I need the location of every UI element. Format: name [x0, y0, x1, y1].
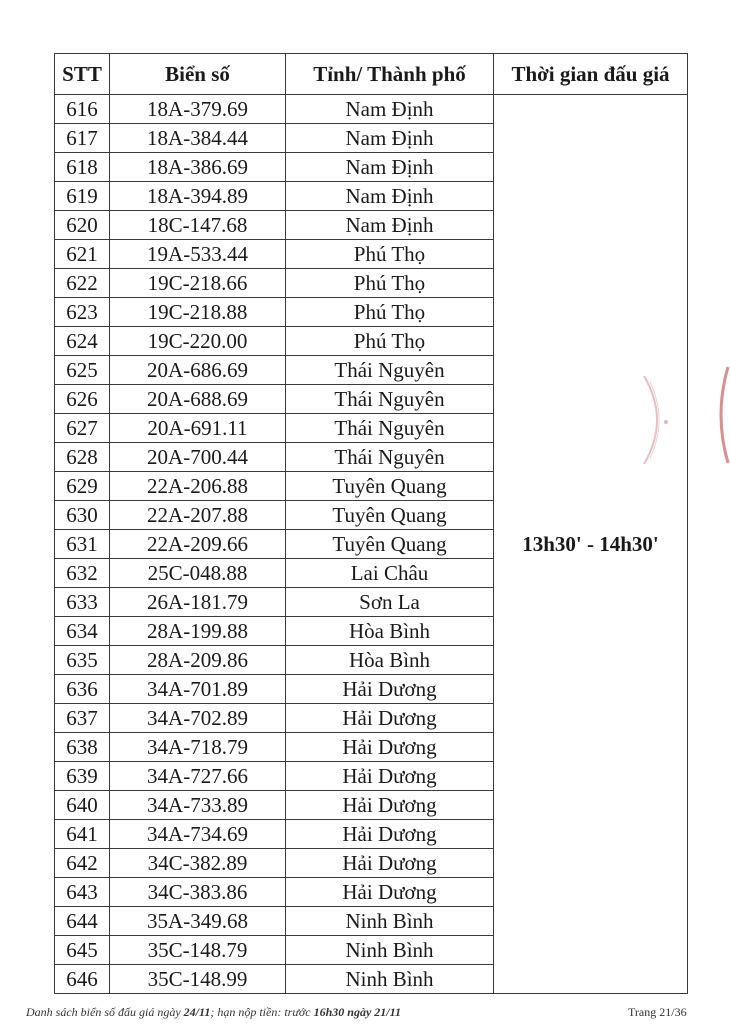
header-plate: Biển số [110, 54, 286, 95]
cell-province: Ninh Bình [286, 907, 494, 936]
cell-stt: 617 [55, 124, 110, 153]
cell-stt: 620 [55, 211, 110, 240]
cell-stt: 636 [55, 675, 110, 704]
cell-province: Nam Định [286, 124, 494, 153]
cell-stt: 627 [55, 414, 110, 443]
cell-plate: 34C-383.86 [110, 878, 286, 907]
cell-province: Hải Dương [286, 762, 494, 791]
header-province: Tỉnh/ Thành phố [286, 54, 494, 95]
cell-plate: 34A-734.69 [110, 820, 286, 849]
cell-province: Thái Nguyên [286, 356, 494, 385]
cell-stt: 637 [55, 704, 110, 733]
cell-province: Nam Định [286, 95, 494, 124]
cell-stt: 625 [55, 356, 110, 385]
cell-stt: 628 [55, 443, 110, 472]
cell-province: Ninh Bình [286, 965, 494, 994]
table-header-row [55, 54, 688, 95]
cell-stt: 630 [55, 501, 110, 530]
cell-stt: 619 [55, 182, 110, 211]
cell-plate: 19C-220.00 [110, 327, 286, 356]
cell-stt: 621 [55, 240, 110, 269]
cell-province: Tuyên Quang [286, 472, 494, 501]
cell-plate: 28A-199.88 [110, 617, 286, 646]
cell-plate: 28A-209.86 [110, 646, 286, 675]
cell-stt: 623 [55, 298, 110, 327]
cell-province: Thái Nguyên [286, 443, 494, 472]
cell-province: Hòa Bình [286, 617, 494, 646]
cell-province: Thái Nguyên [286, 414, 494, 443]
cell-province: Phú Thọ [286, 240, 494, 269]
cell-stt: 616 [55, 95, 110, 124]
cell-province: Nam Định [286, 182, 494, 211]
cell-plate: 35C-148.79 [110, 936, 286, 965]
cell-province: Sơn La [286, 588, 494, 617]
header-stt: STT [55, 54, 110, 95]
cell-stt: 638 [55, 733, 110, 762]
cell-plate: 34C-382.89 [110, 849, 286, 878]
cell-province: Hải Dương [286, 791, 494, 820]
cell-province: Phú Thọ [286, 298, 494, 327]
header-auction-time: Thời gian đấu giá [494, 54, 688, 95]
cell-auction-time: 13h30' - 14h30' [494, 95, 688, 994]
cell-stt: 622 [55, 269, 110, 298]
cell-stt: 642 [55, 849, 110, 878]
cell-plate: 18A-384.44 [110, 124, 286, 153]
cell-plate: 19C-218.66 [110, 269, 286, 298]
cell-plate: 34A-727.66 [110, 762, 286, 791]
cell-stt: 629 [55, 472, 110, 501]
cell-stt: 624 [55, 327, 110, 356]
cell-province: Hải Dương [286, 849, 494, 878]
cell-plate: 19C-218.88 [110, 298, 286, 327]
cell-plate: 25C-048.88 [110, 559, 286, 588]
cell-plate: 22A-209.66 [110, 530, 286, 559]
cell-stt: 632 [55, 559, 110, 588]
cell-plate: 18A-379.69 [110, 95, 286, 124]
cell-plate: 20A-700.44 [110, 443, 286, 472]
cell-stt: 640 [55, 791, 110, 820]
cell-plate: 34A-701.89 [110, 675, 286, 704]
cell-province: Phú Thọ [286, 327, 494, 356]
cell-plate: 34A-718.79 [110, 733, 286, 762]
cell-stt: 639 [55, 762, 110, 791]
cell-province: Hòa Bình [286, 646, 494, 675]
cell-plate: 26A-181.79 [110, 588, 286, 617]
cell-plate: 18A-386.69 [110, 153, 286, 182]
cell-province: Tuyên Quang [286, 530, 494, 559]
cell-province: Tuyên Quang [286, 501, 494, 530]
cell-plate: 20A-688.69 [110, 385, 286, 414]
red-seal-stamp-fragment [640, 372, 676, 468]
cell-province: Nam Định [286, 211, 494, 240]
cell-plate: 22A-206.88 [110, 472, 286, 501]
red-seal-stamp-edge [712, 365, 730, 465]
cell-province: Nam Định [286, 153, 494, 182]
plates-table [54, 53, 688, 994]
cell-stt: 645 [55, 936, 110, 965]
cell-province: Hải Dương [286, 704, 494, 733]
cell-province: Hải Dương [286, 820, 494, 849]
cell-province: Phú Thọ [286, 269, 494, 298]
cell-stt: 641 [55, 820, 110, 849]
cell-province: Hải Dương [286, 878, 494, 907]
cell-plate: 20A-691.11 [110, 414, 286, 443]
cell-stt: 634 [55, 617, 110, 646]
cell-province: Hải Dương [286, 733, 494, 762]
cell-plate: 19A-533.44 [110, 240, 286, 269]
cell-plate: 18A-394.89 [110, 182, 286, 211]
cell-stt: 626 [55, 385, 110, 414]
cell-province: Ninh Bình [286, 936, 494, 965]
cell-plate: 35C-148.99 [110, 965, 286, 994]
cell-plate: 22A-207.88 [110, 501, 286, 530]
cell-plate: 35A-349.68 [110, 907, 286, 936]
cell-stt: 643 [55, 878, 110, 907]
cell-plate: 34A-733.89 [110, 791, 286, 820]
cell-plate: 34A-702.89 [110, 704, 286, 733]
cell-stt: 635 [55, 646, 110, 675]
table-row [55, 95, 688, 124]
cell-plate: 18C-147.68 [110, 211, 286, 240]
cell-province: Thái Nguyên [286, 385, 494, 414]
cell-stt: 633 [55, 588, 110, 617]
cell-province: Lai Châu [286, 559, 494, 588]
page-number: Trang 21/36 [628, 1005, 687, 1019]
cell-stt: 646 [55, 965, 110, 994]
cell-stt: 618 [55, 153, 110, 182]
cell-plate: 20A-686.69 [110, 356, 286, 385]
cell-stt: 644 [55, 907, 110, 936]
cell-province: Hải Dương [286, 675, 494, 704]
cell-stt: 631 [55, 530, 110, 559]
footer-note: Danh sách biển số đấu giá ngày 24/11; hạn nộp tiền: trước 16h30 ngày 21/11 [26, 1005, 401, 1019]
